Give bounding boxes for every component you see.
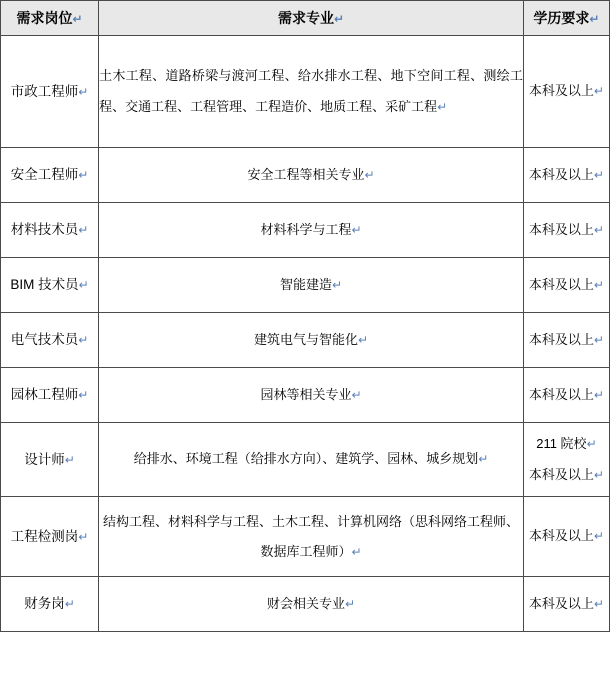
row-edu-cell xyxy=(523,258,609,313)
post-label: 市政工程师 xyxy=(10,83,79,99)
table-row xyxy=(1,497,610,577)
header-cell-edu xyxy=(523,1,609,36)
pilcrow-mark: ↵ xyxy=(78,223,89,238)
major-label: 结构工程、材料科学与工程、土木工程、计算机网络（思科网络工程师、数据库工程师） xyxy=(102,513,519,559)
header-cell-major xyxy=(99,1,524,36)
row-post-cell xyxy=(1,148,99,203)
row-post-cell xyxy=(1,577,99,632)
header-cell-post xyxy=(1,1,99,36)
row-major-cell xyxy=(99,577,524,632)
major-label: 财会相关专业 xyxy=(266,595,345,611)
pilcrow-mark: ↵ xyxy=(351,222,362,237)
row-edu-cell xyxy=(523,497,609,577)
pilcrow-mark: ↵ xyxy=(593,596,604,611)
pilcrow-mark: ↵ xyxy=(64,597,75,612)
major-label: 安全工程等相关专业 xyxy=(247,166,365,182)
row-major-cell xyxy=(99,497,524,577)
table-row xyxy=(1,148,610,203)
row-major-cell xyxy=(99,368,524,423)
major-label: 给排水、环境工程（给排水方向）、建筑学、园林、城乡规划 xyxy=(133,451,479,467)
pilcrow-mark: ↵ xyxy=(593,222,604,237)
pilcrow-mark: ↵ xyxy=(333,12,345,26)
header-edu-label: 学历要求 xyxy=(533,10,590,26)
pilcrow-mark: ↵ xyxy=(78,529,89,544)
pilcrow-mark: ↵ xyxy=(593,467,604,482)
edu-line-1-wrap xyxy=(524,429,609,460)
pilcrow-mark: ↵ xyxy=(64,452,75,467)
row-major-cell xyxy=(99,313,524,368)
pilcrow-mark: ↵ xyxy=(589,12,600,26)
pilcrow-mark: ↵ xyxy=(593,529,604,544)
major-label: 智能建造 xyxy=(279,276,332,292)
row-post-cell xyxy=(1,313,99,368)
row-edu-cell xyxy=(523,423,609,497)
row-major-cell xyxy=(99,203,524,258)
row-major-cell xyxy=(99,36,524,148)
pilcrow-mark: ↵ xyxy=(593,84,604,99)
header-major-label: 需求专业 xyxy=(277,10,334,26)
row-major-cell xyxy=(99,258,524,313)
row-edu-cell xyxy=(523,203,609,258)
pilcrow-mark: ↵ xyxy=(593,387,604,402)
edu-label-line2: 本科及以上 xyxy=(528,466,594,482)
table-row xyxy=(1,203,610,258)
row-post-cell xyxy=(1,497,99,577)
pilcrow-mark: ↵ xyxy=(593,277,604,292)
major-label: 建筑电气与智能化 xyxy=(253,331,358,347)
pilcrow-mark: ↵ xyxy=(78,84,89,99)
edu-line-2-wrap xyxy=(524,460,609,491)
pilcrow-mark: ↵ xyxy=(78,333,89,348)
table-row xyxy=(1,577,610,632)
post-label: 安全工程师 xyxy=(10,167,79,183)
table-row xyxy=(1,258,610,313)
post-label: 园林工程师 xyxy=(10,387,79,403)
row-major-cell xyxy=(99,148,524,203)
pilcrow-mark: ↵ xyxy=(78,388,89,403)
pilcrow-mark: ↵ xyxy=(593,167,604,182)
pilcrow-mark: ↵ xyxy=(357,332,369,347)
edu-label: 本科及以上 xyxy=(528,595,594,611)
pilcrow-mark: ↵ xyxy=(364,167,375,182)
major-label: 材料科学与工程 xyxy=(260,221,352,237)
pilcrow-mark: ↵ xyxy=(478,452,489,467)
row-edu-cell xyxy=(523,368,609,423)
edu-label: 本科及以上 xyxy=(528,386,594,402)
post-label: 设计师 xyxy=(24,451,65,467)
table-row xyxy=(1,313,610,368)
row-edu-cell xyxy=(523,36,609,148)
edu-label: 本科及以上 xyxy=(528,331,594,347)
header-post-label: 需求岗位 xyxy=(16,10,73,26)
post-label: 财务岗 xyxy=(24,596,65,612)
row-post-cell xyxy=(1,368,99,423)
table-header-row xyxy=(1,1,610,36)
row-edu-cell xyxy=(523,577,609,632)
row-edu-cell xyxy=(523,148,609,203)
pilcrow-mark: ↵ xyxy=(78,278,89,293)
major-label: 土木工程、道路桥梁与渡河工程、给水排水工程、地下空间工程、测绘工程、交通工程、工程管理、工程造价、地质工程、采矿工程 xyxy=(99,67,523,114)
pilcrow-mark: ↵ xyxy=(593,332,604,347)
edu-label: 本科及以上 xyxy=(528,528,594,544)
edu-label-line1: 211 院校 xyxy=(536,435,587,451)
edu-label: 本科及以上 xyxy=(528,83,594,99)
edu-label: 本科及以上 xyxy=(528,166,594,182)
row-post-cell xyxy=(1,258,99,313)
edu-label: 本科及以上 xyxy=(528,221,594,237)
pilcrow-mark: ↵ xyxy=(586,436,597,451)
row-edu-cell xyxy=(523,313,609,368)
post-label: BIM 技术员 xyxy=(10,277,79,293)
pilcrow-mark: ↵ xyxy=(72,12,83,26)
row-post-cell xyxy=(1,36,99,148)
pilcrow-mark: ↵ xyxy=(331,277,343,292)
row-post-cell xyxy=(1,203,99,258)
pilcrow-mark: ↵ xyxy=(78,168,89,183)
table-row xyxy=(1,36,610,148)
major-label: 园林等相关专业 xyxy=(260,386,352,402)
post-label: 材料技术员 xyxy=(10,222,79,238)
edu-label: 本科及以上 xyxy=(528,276,594,292)
pilcrow-mark: ↵ xyxy=(351,544,362,559)
row-post-cell xyxy=(1,423,99,497)
pilcrow-mark: ↵ xyxy=(344,596,356,611)
row-major-cell xyxy=(99,423,524,497)
table-row xyxy=(1,368,610,423)
pilcrow-mark: ↵ xyxy=(437,99,448,114)
table-row xyxy=(1,423,610,497)
post-label: 电气技术员 xyxy=(10,332,79,348)
post-label: 工程检测岗 xyxy=(10,528,79,544)
pilcrow-mark: ↵ xyxy=(351,387,362,402)
